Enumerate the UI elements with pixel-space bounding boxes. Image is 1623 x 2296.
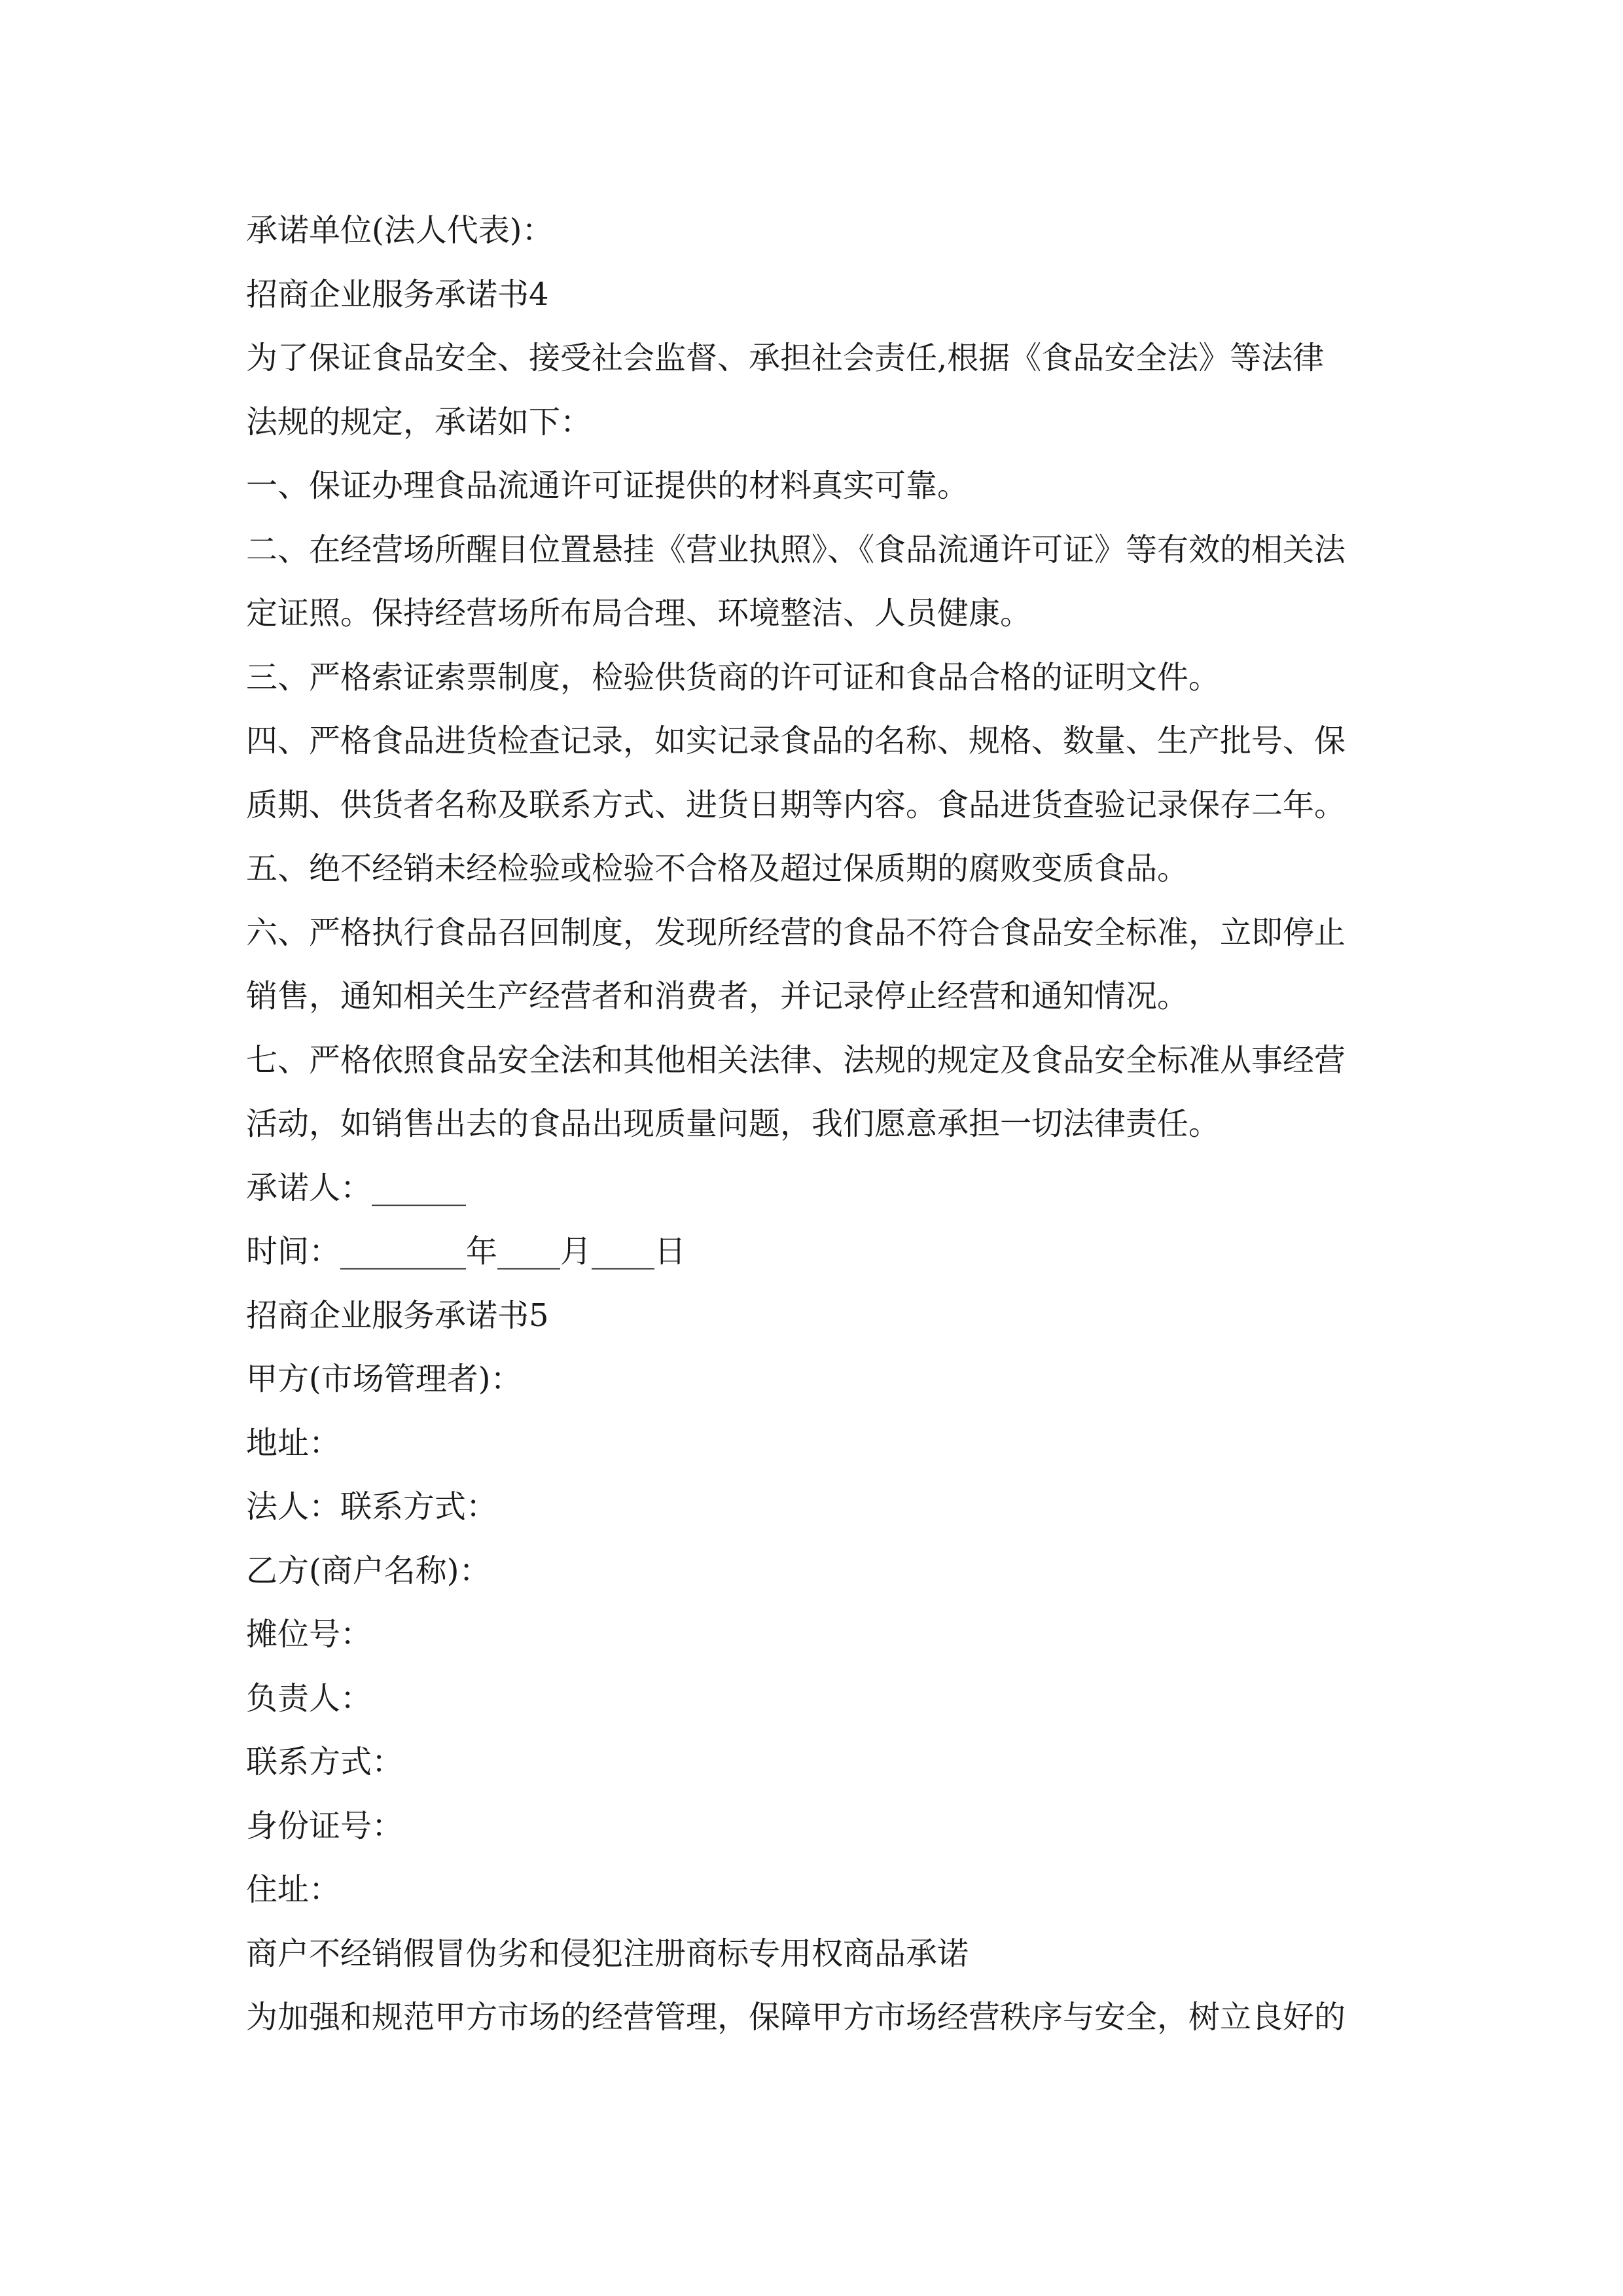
signature-line: 承诺人：______ bbox=[246, 1169, 467, 1206]
text-line: 法规的规定，承诺如下： bbox=[246, 403, 592, 440]
text-line: 法人：联系方式： bbox=[246, 1488, 498, 1525]
text-line: 地址： bbox=[246, 1424, 341, 1462]
text-line: 六、严格执行食品召回制度，发现所经营的食品不符合食品安全标准，立即停止 bbox=[246, 914, 1346, 951]
text-line: 质期、供货者名称及联系方式、进货日期等内容。食品进货查验记录保存二年。 bbox=[246, 786, 1346, 823]
text-line: 活动，如销售出去的食品出现质量问题，我们愿意承担一切法律责任。 bbox=[246, 1105, 1221, 1142]
text-line: 负责人： bbox=[246, 1679, 372, 1717]
text-line: 承诺单位(法人代表)： bbox=[246, 212, 554, 249]
date-line: 时间：________年____月____日 bbox=[246, 1233, 687, 1270]
text-line: 三、严格索证索票制度，检验供货商的许可证和食品合格的证明文件。 bbox=[246, 658, 1221, 696]
text-line: 四、严格食品进货检查记录，如实记录食品的名称、规格、数量、生产批号、保 bbox=[246, 723, 1346, 759]
text-line: 为加强和规范甲方市场的经营管理，保障甲方市场经营秩序与安全，树立良好的 bbox=[246, 1999, 1346, 2036]
section-title: 商户不经销假冒伪劣和侵犯注册商标专用权商品承诺 bbox=[246, 1935, 969, 1972]
text-line: 七、严格依照食品安全法和其他相关法律、法规的规定及食品安全标准从事经营 bbox=[246, 1041, 1346, 1079]
text-line: 为了保证食品安全、接受社会监督、承担社会责任,根据《食品安全法》等法律 bbox=[246, 340, 1325, 376]
text-line: 二、在经营场所醒目位置悬挂《营业执照》、《食品流通许可证》等有效的相关法 bbox=[246, 531, 1346, 568]
document-body bbox=[246, 204, 1398, 2055]
section-title: 招商企业服务承诺书5 bbox=[246, 1297, 549, 1334]
text-line: 乙方(商户名称)： bbox=[246, 1552, 491, 1589]
section-title: 招商企业服务承诺书4 bbox=[246, 276, 549, 313]
text-line: 联系方式： bbox=[246, 1744, 404, 1780]
text-line: 身份证号： bbox=[246, 1807, 404, 1844]
text-line: 住址： bbox=[246, 1871, 341, 1908]
text-line: 甲方(市场管理者)： bbox=[246, 1361, 522, 1397]
text-line: 一、保证办理食品流通许可证提供的材料真实可靠。 bbox=[246, 467, 969, 504]
text-line: 五、绝不经销未经检验或检验不合格及超过保质期的腐败变质食品。 bbox=[246, 850, 1189, 887]
text-line: 销售，通知相关生产经营者和消费者，并记录停止经营和通知情况。 bbox=[246, 978, 1189, 1014]
text-line: 摊位号： bbox=[246, 1616, 372, 1653]
text-line: 定证照。保持经营场所布局合理、环境整洁、人员健康。 bbox=[246, 595, 1032, 632]
